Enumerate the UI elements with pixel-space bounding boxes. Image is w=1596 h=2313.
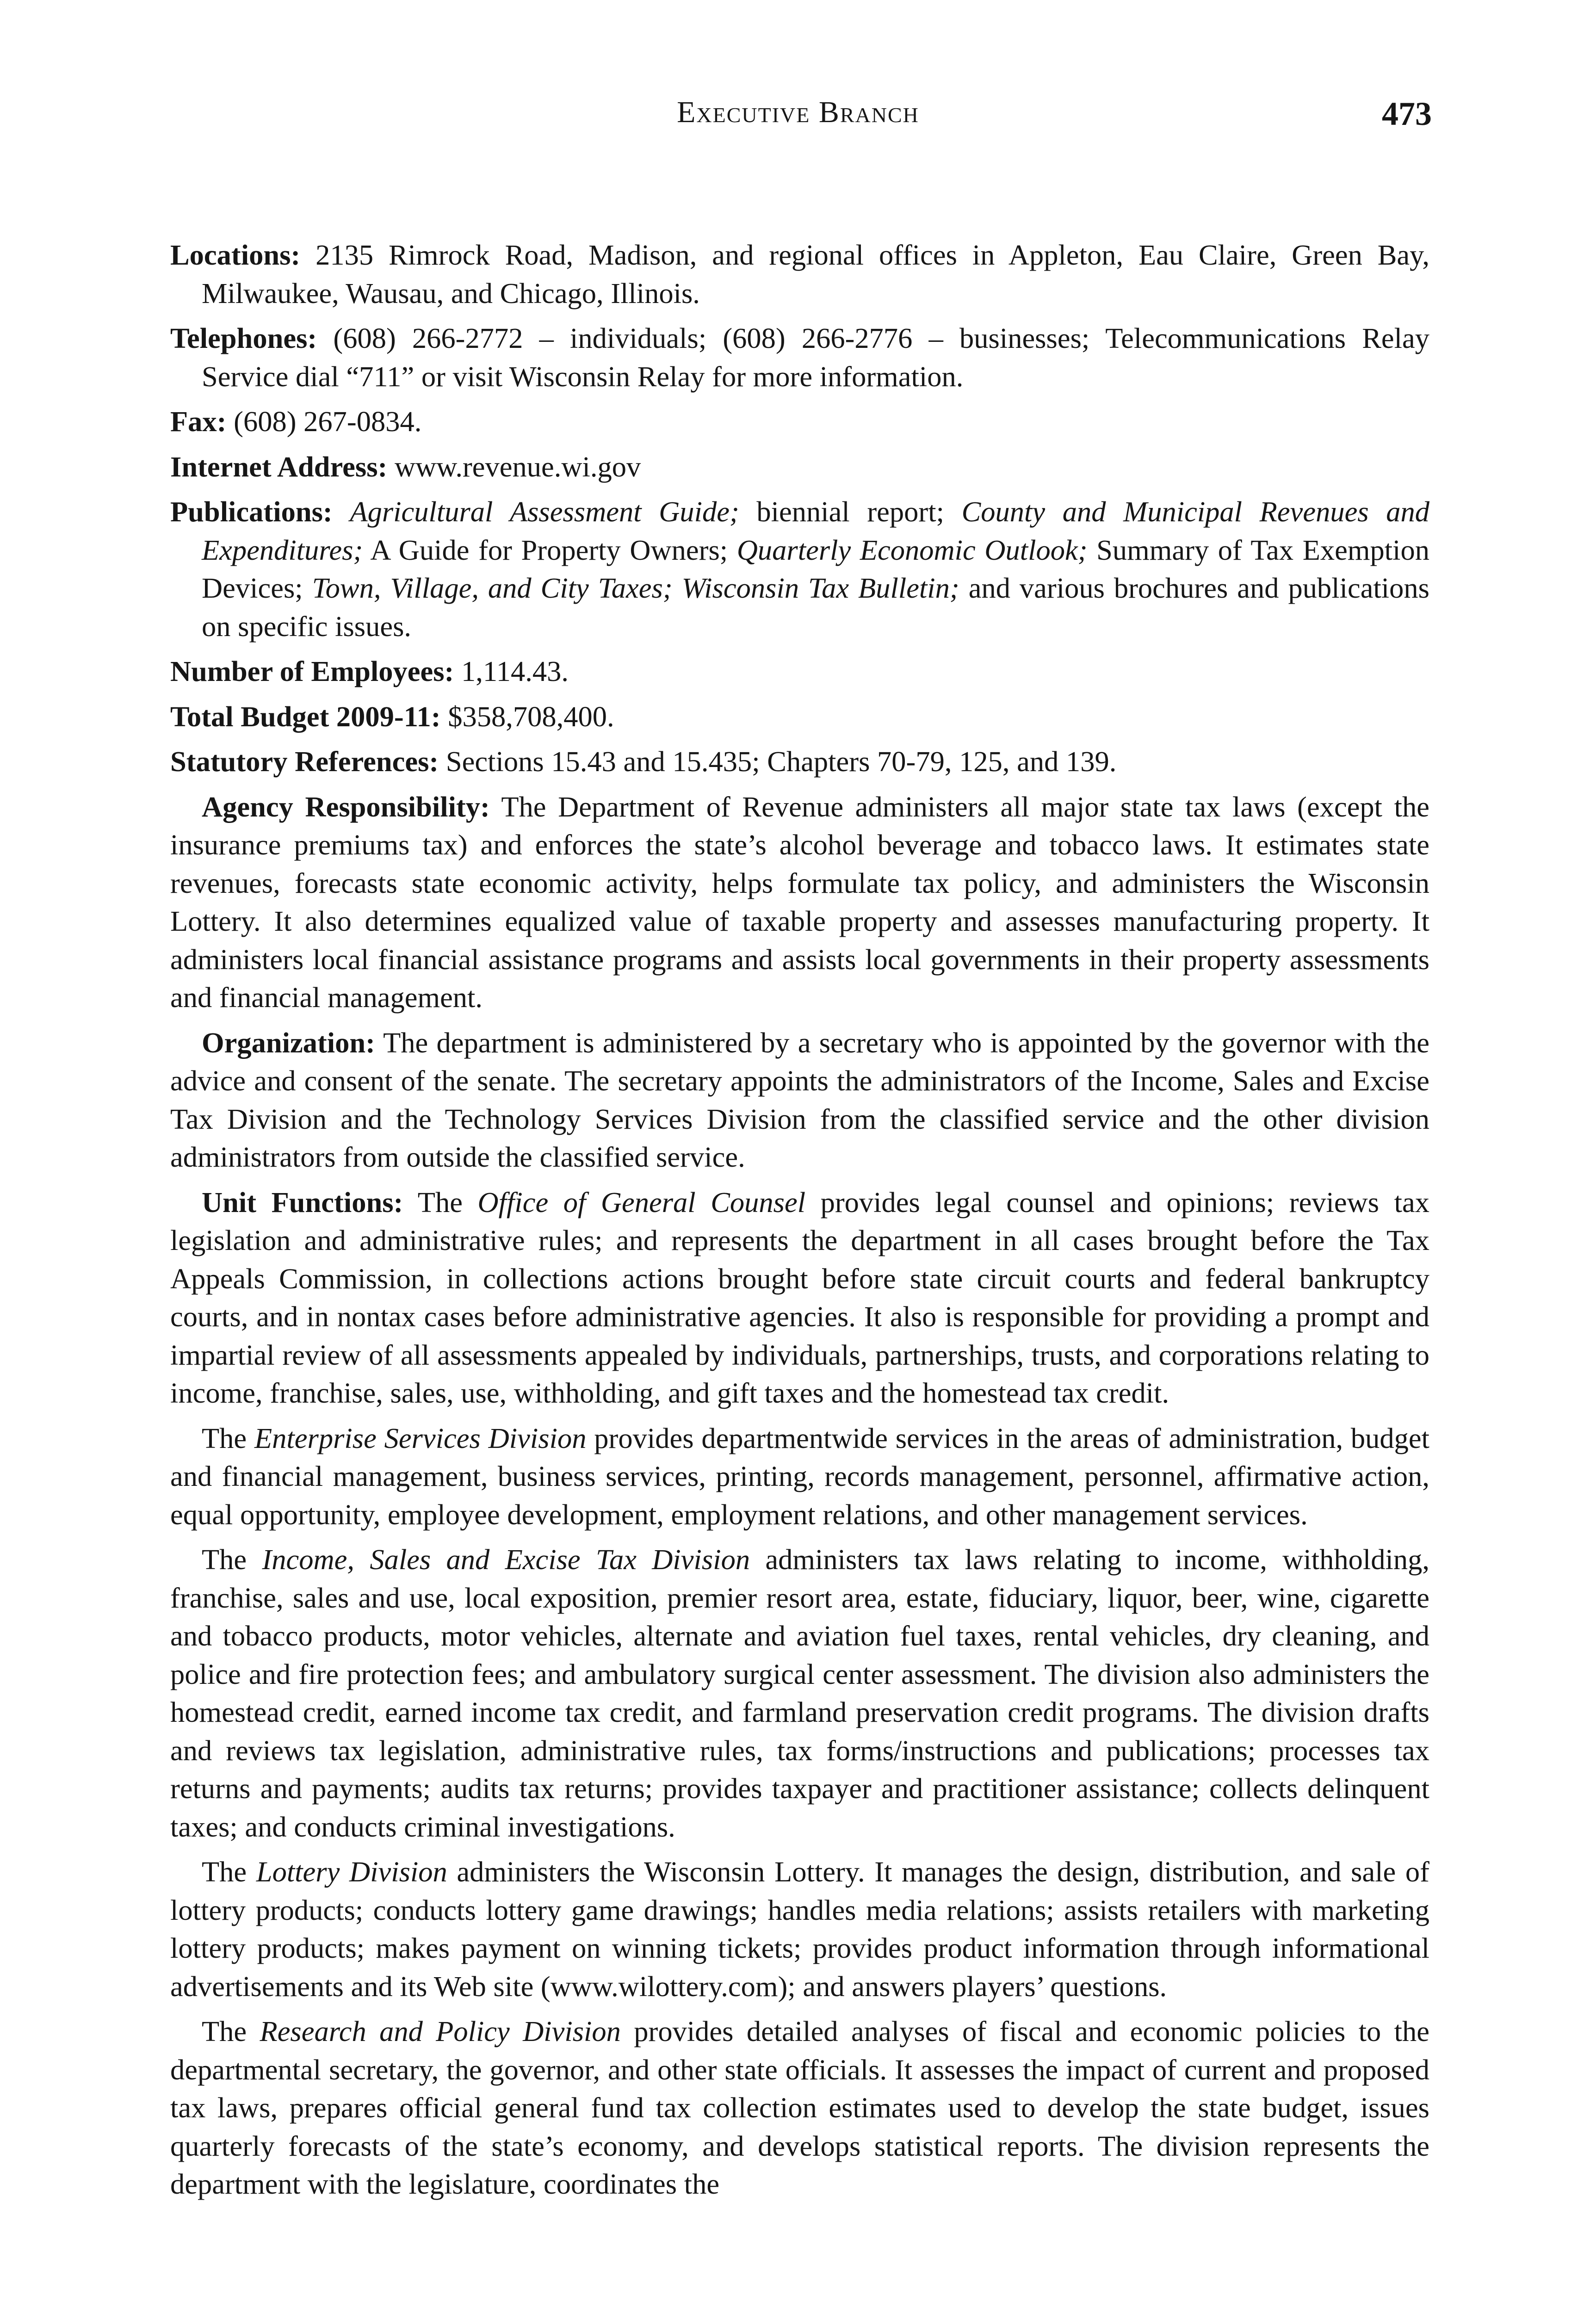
responsibility-text: The Department of Revenue administers all major state tax laws (except the insurance premiums tax) and enforces the state’s alcohol beverage and tobacco laws. It estimates state revenues, forecasts state economic activity, helps formulate tax policy, and administers the Wisconsin Lottery. It also determines equalized value of taxable property and assesses manufacturing property. It administers local financial assistance programs and assists local governments in their property assessments and financial management. — [170, 790, 1430, 1014]
enterprise-division-paragraph — [170, 1419, 1429, 1534]
publication-title: Town, Village, and City Taxes; Wisconsin Tax Bulletin; — [312, 572, 959, 604]
statutory-label: Statutory References: — [170, 745, 439, 778]
publications-label: Publications: — [170, 495, 333, 528]
statutory-value: Sections 15.43 and 15.435; Chapters 70-79, 125, and 139. — [445, 745, 1117, 778]
organization-paragraph — [170, 1024, 1429, 1176]
fax-text: (608) 267-0834. — [234, 405, 422, 438]
organization-text: The department is administered by a secretary who is appointed by the governor with the advice and consent of the senate. The secretary appoints the administrators of the Income, Sales and Excise Tax Division and the Technology Services Division from the classified service and the other division administrators from outside the classified service. — [170, 1026, 1429, 1173]
division-text: provides departmentwide services in the areas of administration, budget and financial management, business services, printing, records management, personnel, affirmative action, equal opportunity, employee development, employment relations, and other management services. — [170, 1422, 1430, 1531]
running-header — [0, 95, 1596, 136]
running-title: Executive Branch — [677, 95, 919, 129]
division-name: Income, Sales and Excise Tax Division — [262, 1543, 750, 1576]
publications-entry — [170, 493, 1429, 645]
internet-entry — [170, 448, 1429, 486]
publication-text: A Guide for Property Owners; — [363, 533, 737, 566]
unit-functions-paragraph — [170, 1183, 1429, 1412]
agency-responsibility-paragraph — [170, 788, 1429, 1017]
research-division-paragraph — [170, 2012, 1429, 2203]
employees-entry — [170, 652, 1429, 691]
publication-text: and various brochures and publications on specific issues. — [202, 572, 1429, 643]
employees-label: Number of Employees: — [170, 655, 454, 687]
publication-text: Summary of Tax Exemption Devices; — [202, 533, 1429, 604]
telephones-label: Telephones: — [170, 322, 317, 354]
division-pre: The — [202, 1422, 254, 1454]
organization-label: Organization: — [202, 1026, 375, 1059]
unit-functions-text: provides legal counsel and opinions; reviews tax legislation and administrative rules; and represents the department in all cases brought before the Tax Appeals Commission, in collections actions brought before state circuit courts and federal bankruptcy courts, and in nontax cases before administrative agencies. It also is responsible for providing a prompt and impartial review of all assessments appealed by individuals, partnerships, trusts, and corporations relating to income, franchise, sales, use, withholding, and gift taxes and the homestead tax credit. — [170, 1186, 1430, 1409]
division-name: Enterprise Services Division — [254, 1422, 587, 1454]
unit-functions-pre: The — [417, 1186, 478, 1218]
locations-text: 2135 Rimrock Road, Madison, and regional offices in Appleton, Eau Claire, Green Bay, Milwaukee, Wausau, and Chicago, Illinois. — [202, 239, 1429, 309]
division-pre: The — [202, 1543, 262, 1576]
fax-label: Fax: — [170, 405, 227, 438]
publication-text: biennial report; — [739, 495, 962, 528]
page-number: 473 — [1382, 95, 1432, 132]
division-text: provides detailed analyses of fiscal and economic policies to the departmental secretary, the governor, and other state officials. It assesses the impact of current and proposed tax laws, prepares official general fund tax collection estimates used to develop the state budget, issues quarterly forecasts of the state’s economy, and develops statistical reports. The division represents the department with the legislature, coordinates the — [170, 2015, 1429, 2200]
division-name: Lottery Division — [256, 1855, 447, 1888]
telephones-text: (608) 266-2772 – individuals; (608) 266-2776 – businesses; Telecommunications Relay Service dial “711” or visit Wisconsin Relay for more information. — [202, 322, 1430, 393]
lottery-division-paragraph — [170, 1853, 1429, 2005]
division-name: Research and Policy Division — [260, 2015, 621, 2047]
publication-title: Quarterly Economic Outlook; — [736, 533, 1088, 566]
unit-functions-label: Unit Functions: — [202, 1186, 403, 1218]
employees-value: 1,114.43. — [461, 655, 569, 687]
publication-title: County and Municipal Revenues and Expenditures; — [202, 495, 1430, 566]
division-pre: The — [202, 1855, 256, 1888]
publication-title: Agricultural Assessment Guide; — [350, 495, 739, 528]
responsibility-label: Agency Responsibility: — [202, 790, 490, 823]
budget-value: $358,708,400. — [448, 700, 614, 733]
division-pre: The — [202, 2015, 260, 2047]
budget-label: Total Budget 2009-11: — [170, 700, 441, 733]
statutory-entry — [170, 742, 1429, 781]
internet-address: www.revenue.wi.gov — [394, 450, 641, 483]
locations-label: Locations: — [170, 239, 301, 271]
internet-label: Internet Address: — [170, 450, 388, 483]
income-division-paragraph — [170, 1540, 1429, 1846]
text-column — [170, 236, 1429, 2210]
budget-entry — [170, 698, 1429, 736]
unit-name: Office of General Counsel — [477, 1186, 806, 1218]
telephones-entry — [170, 319, 1429, 396]
fax-entry — [170, 402, 1429, 441]
division-text: administers tax laws relating to income, withholding, franchise, sales and use, local exposition, premier resort area, estate, fiduciary, liquor, beer, wine, cigarette and tobacco products, motor vehicles, alternate and aviation fuel taxes, rental vehicles, dry cleaning, and police and fire protection fees; and ambulatory surgical center assessment. The division also administers the homestead credit, earned income tax credit, and farmland preservation credit programs. The division drafts and reviews tax legislation, administrative rules, tax forms/instructions and publications; processes tax returns and payments; audits tax returns; provides taxpayer and practitioner assistance; collects delinquent taxes; and conducts criminal investigations. — [170, 1543, 1430, 1843]
division-text: administers the Wisconsin Lottery. It manages the design, distribution, and sale of lottery products; conducts lottery game drawings; handles media relations; assists retailers with marketing lottery products; makes payment on winning tickets; provides product information through informational advertisements and its Web site (www.wilottery.com); and answers players’ questions. — [170, 1855, 1429, 2003]
locations-entry — [170, 236, 1429, 312]
